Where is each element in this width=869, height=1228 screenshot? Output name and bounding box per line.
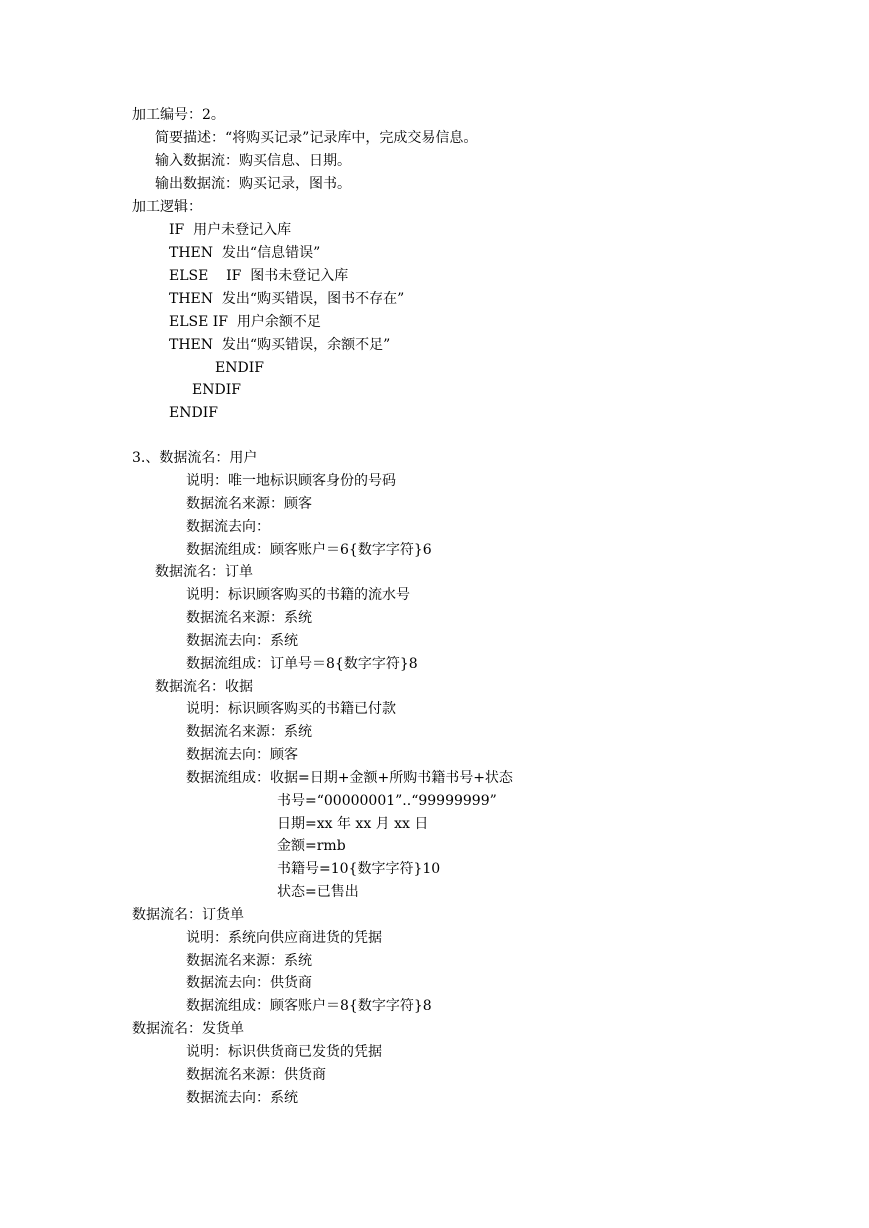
text-line: 数据流名：收据 — [155, 679, 253, 695]
text-line: 简要描述：“将购买记录”记录库中，完成交易信息。 — [155, 130, 478, 146]
text-line: THEN 发出“购买错误，余额不足” — [169, 337, 391, 353]
text-line: 说明：唯一地标识顾客身份的号码 — [186, 473, 396, 489]
text-line: 说明：标识顾客购买的书籍的流水号 — [186, 587, 410, 603]
text-line: 数据流名：订货单 — [132, 907, 244, 923]
text-line: 数据流组成：顾客账户＝6{数字字符}6 — [186, 542, 432, 558]
text-line: 数据流组成：收据=日期+金额+所购书籍书号+状态 — [186, 770, 513, 786]
text-line: ENDIF — [169, 405, 218, 421]
text-line: 金额=rmb — [277, 838, 346, 854]
text-line: 加工逻辑： — [132, 199, 202, 215]
text-line: 数据流名来源：供货商 — [186, 1067, 326, 1083]
text-line: ELSE IF 用户余额不足 — [169, 314, 321, 330]
text-line: IF 用户未登记入库 — [169, 222, 292, 238]
text-line: 数据流名来源：顾客 — [186, 496, 312, 512]
text-line: 状态=已售出 — [277, 884, 359, 900]
text-line: 书号=“00000001”..“99999999” — [277, 793, 497, 809]
text-line: ENDIF — [192, 382, 241, 398]
text-line: 数据流名来源：系统 — [186, 610, 312, 626]
text-line: ENDIF — [215, 360, 264, 376]
text-line: 3.、数据流名：用户 — [132, 450, 258, 466]
text-line: 数据流去向：系统 — [186, 1090, 298, 1106]
text-line: ELSE IF 图书未登记入库 — [169, 268, 349, 284]
text-line: 数据流名：订单 — [155, 564, 253, 580]
text-line: 输入数据流：购买信息、日期。 — [155, 153, 351, 169]
text-line: 数据流名来源：系统 — [186, 953, 312, 969]
text-line: 数据流组成：订单号＝8{数字字符}8 — [186, 656, 418, 672]
text-line: 输出数据流：购买记录，图书。 — [155, 176, 351, 192]
text-line: 数据流去向： — [186, 519, 270, 535]
text-line: 数据流组成：顾客账户＝8{数字字符}8 — [186, 998, 432, 1014]
text-line: 书籍号=10{数字字符}10 — [277, 861, 441, 877]
text-line: 数据流名：发货单 — [132, 1021, 244, 1037]
text-line: 数据流去向：供货商 — [186, 975, 312, 991]
text-line: 加工编号：2。 — [132, 107, 225, 123]
text-line: THEN 发出“购买错误，图书不存在” — [169, 291, 405, 307]
text-line: 数据流名来源：系统 — [186, 724, 312, 740]
text-line: 数据流去向：顾客 — [186, 747, 298, 763]
text-line: 说明：标识供货商已发货的凭据 — [186, 1044, 382, 1060]
text-line: 数据流去向：系统 — [186, 633, 298, 649]
text-line: 日期=xx 年 xx 月 xx 日 — [277, 816, 429, 832]
text-line: 说明：标识顾客购买的书籍已付款 — [186, 701, 396, 717]
text-line: 说明：系统向供应商进货的凭据 — [186, 930, 382, 946]
text-line: THEN 发出“信息错误” — [169, 245, 321, 261]
